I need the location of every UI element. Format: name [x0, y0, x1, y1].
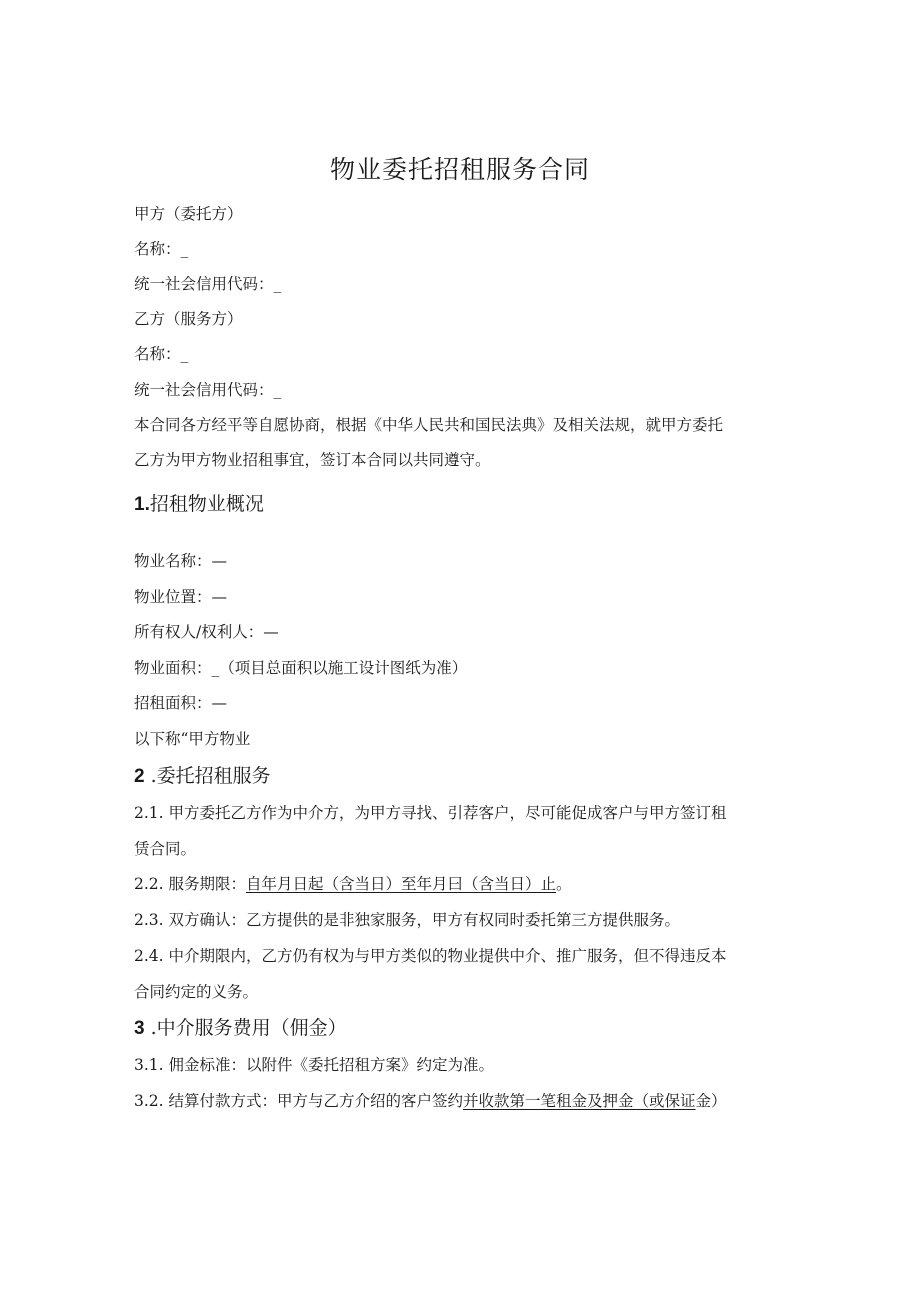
preamble-line-2: 乙方为甲方物业招租事宜，签订本合同以共同遵守。	[134, 451, 491, 469]
section-3-number: 3	[134, 1018, 145, 1039]
preamble-line-1: 本合同各方经平等自愿协商，根据《中华人民共和国民法典》及相关法规，就甲方委托	[134, 416, 724, 434]
clause-2-4-line-1: 2.4. 中介期限内，乙方仍有权为与甲方类似的物业提供中介、推广服务，但不得违反本	[134, 947, 727, 965]
clause-3-2	[134, 1090, 727, 1112]
clause-3-2-underlined: 并收款第一笔租金及押金（或保证	[463, 1092, 696, 1110]
section-1-title: 招租物业概况	[149, 493, 264, 515]
property-owner: 所有权人/权利人：—	[134, 623, 279, 641]
party-a-label: 甲方（委托方）	[134, 205, 243, 223]
clause-2-2-term: 自年月日起（含当日）至年月曰（含当日）止	[246, 875, 557, 893]
property-name: 物业名称：—	[134, 552, 228, 570]
clause-2-1-line-2: 赁合同。	[134, 840, 197, 858]
party-b-name: 名称：_	[134, 345, 189, 363]
party-a-credit-code: 统一社会信用代码：_	[134, 275, 282, 293]
party-b-credit-code: 统一社会信用代码：_	[134, 381, 282, 399]
section-2-number: 2	[134, 766, 145, 787]
clause-2-2	[134, 873, 572, 895]
section-3-title: .中介服务费用（佣金）	[144, 1017, 347, 1039]
clause-2-2-suffix: 。	[556, 875, 572, 893]
clause-2-1-line-1: 2.1. 甲方委托乙方作为中介方，为甲方寻找、引荐客户，尽可能促成客户与甲方签订租	[134, 804, 727, 822]
clause-2-4-line-2: 合同约定的义务。	[134, 983, 259, 1001]
property-area: 物业面积：_（项目总面积以施工设计图纸为准）	[134, 659, 468, 677]
clause-2-2-prefix: 2.2. 服务期限：	[134, 875, 247, 893]
clause-2-3: 2.3. 双方确认：乙方提供的是非独家服务，甲方有权同时委托第三方提供服务。	[134, 911, 681, 929]
clause-3-2-prefix: 3.2. 结算付款方式：甲方与乙方介绍的客户签约	[134, 1092, 464, 1110]
section-1-number: 1.	[134, 494, 150, 515]
section-3-heading	[134, 1015, 347, 1042]
section-2-title: .委托招租服务	[144, 765, 271, 787]
clause-3-1: 3.1. 佣金标准：以附件《委托招租方案》约定为准。	[134, 1056, 495, 1074]
document-title: 物业委托招租服务合同	[329, 155, 590, 184]
rental-area: 招租面积：—	[134, 694, 228, 712]
section-1-heading	[134, 491, 264, 518]
party-b-label: 乙方（服务方）	[134, 310, 243, 328]
property-alias: 以下称“甲方物业	[134, 730, 251, 748]
clause-3-2-suffix: 金）	[695, 1092, 727, 1110]
section-2-heading	[134, 763, 271, 790]
property-location: 物业位置：—	[134, 588, 228, 606]
party-a-name: 名称：_	[134, 240, 189, 258]
